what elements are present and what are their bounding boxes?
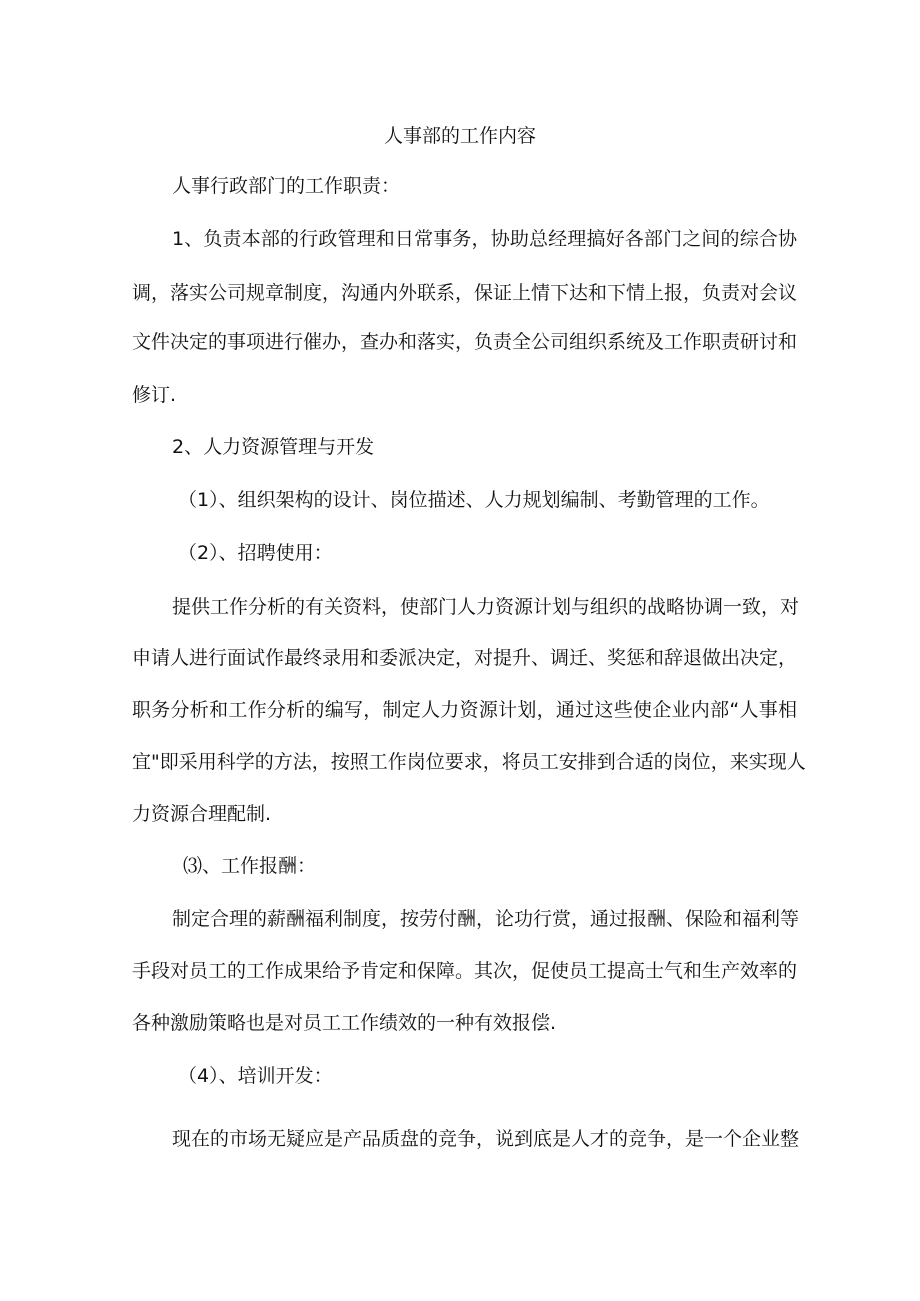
document-title: 人事部的工作内容	[383, 125, 536, 147]
paragraph-line: 提供工作分析的有关资料，使部门人力资源计划与组织的战略协调一致，对	[172, 596, 800, 618]
paragraph-line: 宜"即采用科学的方法，按照工作岗位要求，将员工安排到合适的岗位，来实现人	[132, 751, 806, 773]
section-heading: 人事行政部门的工作职责：	[172, 175, 401, 197]
section-heading: 2、人力资源管理与开发	[172, 436, 375, 458]
subsection-heading: ⑶、工作报酬：	[183, 855, 317, 877]
paragraph-line: 各种激励策略也是对员工工作绩效的一种有效报偿.	[132, 1012, 557, 1034]
paragraph-line: 调，落实公司规章制度，沟通内外联系，保证上情下达和下情上报，负责对会议	[132, 282, 798, 304]
paragraph-line: 制定合理的薪酬福利制度，按劳付酬，论功行赏，通过报酬、保险和福利等	[172, 908, 800, 930]
paragraph-line: 文件决定的事项进行催办，查办和落实，负责全公司组织系统及工作职责研讨和	[132, 331, 798, 353]
paragraph-line: 申请人进行面试作最终录用和委派决定，对提升、调迁、奖惩和辞退做出决定，	[132, 647, 798, 669]
paragraph-line: 力资源合理配制.	[132, 803, 272, 825]
paragraph-line: 手段对员工的工作成果给予肯定和保障。其次，促使员工提高士气和生产效率的	[132, 960, 798, 982]
paragraph-line: 修订.	[132, 384, 177, 406]
subsection-heading: （1）、组织架构的设计、岗位描述、人力规划编制、考勤管理的工作。	[178, 489, 770, 511]
paragraph-line: 职务分析和工作分析的编写，制定人力资源计划，通过这些使企业内部“人事相	[132, 699, 797, 721]
paragraph-line: 现在的市场无疑应是产品质盘的竞争，说到底是人才的竞争，是一个企业整	[172, 1128, 800, 1150]
paragraph-line: 1、负责本部的行政管理和日常事务，协助总经理搞好各部门之间的综合协	[172, 228, 797, 250]
subsection-heading: （4）、培训开发：	[178, 1065, 333, 1087]
subsection-heading: （2）、招聘使用：	[178, 542, 333, 564]
